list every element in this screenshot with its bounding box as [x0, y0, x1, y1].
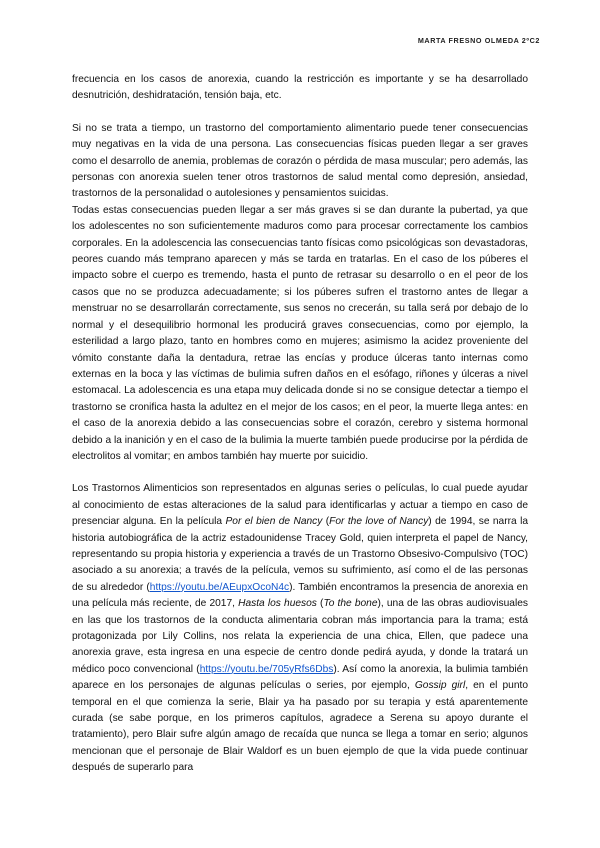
- youtube-link-nancy[interactable]: https://youtu.be/AEupxOcoN4c: [149, 581, 290, 593]
- p4-text: ). También encontramos la presencia de anorexia en una película más reciente, de 2017,: [72, 581, 528, 610]
- youtube-link-to-the-bone[interactable]: https://youtu.be/705yRfs6Dbs: [199, 663, 334, 675]
- p4-text: ) de 1994, se narra la historia autobiográfica de la actriz estadounidense Tracey Gold, quien interpreta el papel de Nancy, representando su propia historia y experiencia a través de un Trastorno Obsesivo-Compulsivo (TOC) asociado a su anorexia; a través de la película, vemos su sufrimiento, así como el de las personas de su alrededor (: [72, 516, 528, 593]
- p4-text: , en el punto temporal en el que comienza la serie, Blair ya ha pasado por su terapia y está aparentemente curada (se sabe porque, en los primeros capítulos, agradece a Serena su apoyo durante el tratamiento), pero Blair sufre algún amago de recaída que nunca se llega a tomar en serio; algunos mencionan que el personaje de Blair Waldorf es un buen ejemplo de que la vida puede continuar después de superarlo para: [72, 680, 528, 774]
- paragraph-gap: [72, 465, 528, 481]
- paragraph-gap: [72, 105, 528, 121]
- film-title-english: To the bone: [323, 598, 378, 610]
- paragraph-1: frecuencia en los casos de anorexia, cuando la restricción es importante y se ha desarrollado desnutrición, deshidratación, tensión baja, etc.: [72, 74, 528, 102]
- p4-text: (: [322, 516, 330, 528]
- document-body: [72, 72, 528, 777]
- page-header-author: MARTA FRESNO OLMEDA 2ºC2: [417, 36, 540, 45]
- series-title: Gossip girl: [414, 680, 466, 692]
- p4-text: ), una de las obras audiovisuales en las que los trastornos de la conducta alimentaria cobran más importancia para la trama; está protagonizada por Lily Collins, nos relata la experiencia de una chica, Ellen, que padece una anorexia grave, esta ingresa en una especie de centro donde pedirá ayuda, y donde la tratará un médico poco convencional (: [72, 598, 528, 675]
- p4-text: Los Trastornos Alimenticios son representados en algunas series o películas, lo cual puede ayudar al conocimiento de estas alteraciones de la salud para identificarlas y actuar a tiempo en caso de presenciar alguna. En la película: [72, 483, 528, 528]
- p4-text: ). Así como la anorexia, la bulimia también aparece en los personajes de algunas películas o series, por ejemplo,: [72, 663, 528, 692]
- paragraph-2: Si no se trata a tiempo, un trastorno del comportamiento alimentario puede tener consecuencias muy negativas en la vida de una persona. Las consecuencias físicas pueden llegar a ser graves como el desarrollo de anemia, problemas de corazón o pérdida de masa muscular; pero además, las personas con anorexia suelen tener otros trastornos de salud mental como depresión, ansiedad, trastornos de la personalidad o autolesiones y pensamientos suicidas.: [72, 122, 528, 200]
- paragraph-3: Todas estas consecuencias pueden llegar a ser más graves si se dan durante la pubertad, ya que los adolescentes no son suficientemente maduros como para procesar correctamente los cambios corporales. En la adolescencia las consecuencias tanto físicas como psicológicas son devastadoras, peores cuando más temprano aparecen y más se tarda en tratarlas. En el caso de los púberes el impacto sobre el cuerpo es tremendo, hasta el punto de retrasar su desarrollo o en el peor de los casos que no se produzca adecuadamente; si los púberes sufren el trastorno antes de llegar a menstruar no se desarrollarán correctamente, sus senos no crecerán, su talla será por debajo de lo normal y el desequilibrio hormonal les producirá graves consecuencias, como por ejemplo, la esterilidad a largo plazo, tanto en hombres como en mujeres; asimismo la acidez proveniente del vómito constante daña la dentadura, retrae las encías y produce úlceras tanto internas como externas en la boca y las víctimas de bulimia sufren daños en el esófago, riñones y úlceras a nivel estomacal. La adolescencia es una etapa muy delicada donde si no se consigue detectar a tiempo el trastorno se cronifica hasta la adultez en el mejor de los casos; en el peor, la muerte llega antes: en el caso de la anorexia debido a las consecuencias sobre el corazón, cerebro y sistema hormonal debido a la inanición y en el caso de la bulimia la muerte también puede producirse por la pérdida de electrolitos al vomitar; en ambos también hay muerte por suicidio.: [72, 204, 528, 462]
- film-title-spanish: Hasta los huesos: [238, 598, 317, 610]
- film-title-english: For the love of Nancy: [329, 516, 429, 528]
- paragraph-4: [72, 481, 528, 776]
- p4-text: (: [316, 598, 324, 610]
- film-title-spanish: Por el bien de Nancy: [225, 516, 323, 528]
